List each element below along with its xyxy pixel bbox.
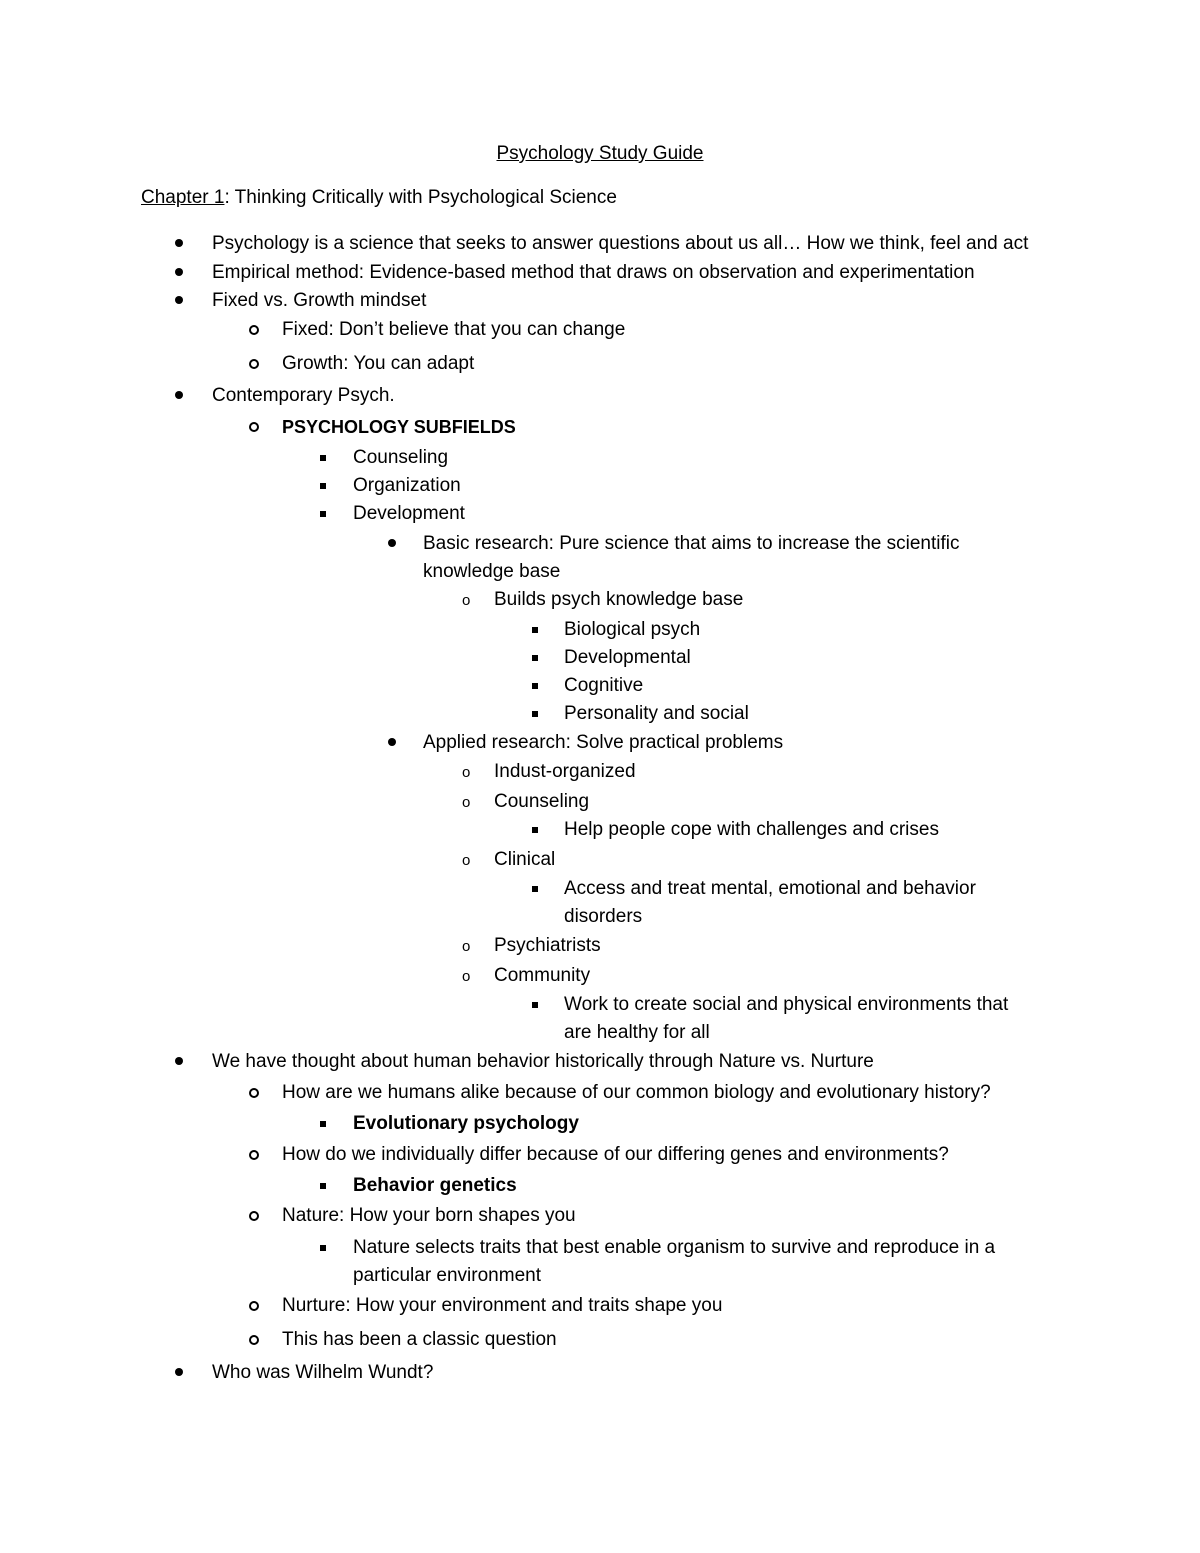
list-item: Help people cope with challenges and crises xyxy=(564,819,939,840)
list-item: Contemporary Psych. xyxy=(212,385,395,406)
list-item: Biological psych xyxy=(564,619,701,640)
bullet-icon xyxy=(175,391,183,399)
square-bullet-icon xyxy=(320,483,326,489)
list-item: Behavior genetics xyxy=(353,1175,517,1196)
list-item: Developmental xyxy=(564,647,691,668)
list-item: How are we humans alike because of our common biology and evolutionary history? xyxy=(282,1082,991,1103)
square-bullet-icon xyxy=(532,711,538,717)
list-item: Cognitive xyxy=(564,675,644,696)
list-item: We have thought about human behavior historically through Nature vs. Nurture xyxy=(212,1051,874,1072)
list-item: Nurture: How your environment and traits shape you xyxy=(282,1295,723,1316)
list-item: Fixed vs. Growth mindset xyxy=(212,290,427,311)
list-item: Psychiatrists xyxy=(494,935,601,956)
ring-bullet-icon xyxy=(249,1211,259,1221)
square-bullet-icon xyxy=(532,827,538,833)
square-bullet-icon xyxy=(320,455,326,461)
bullet-icon xyxy=(388,539,396,547)
bullet-icon xyxy=(175,1057,183,1065)
list-item: How do we individually differ because of our differing genes and environments? xyxy=(282,1144,949,1165)
square-bullet-icon xyxy=(532,886,538,892)
square-bullet-icon xyxy=(532,627,538,633)
list-item-continuation: particular environment xyxy=(353,1265,541,1286)
o-bullet-icon: o xyxy=(462,968,471,985)
list-item: Evolutionary psychology xyxy=(353,1113,579,1134)
square-bullet-icon xyxy=(532,655,538,661)
ring-bullet-icon xyxy=(249,422,259,432)
list-item: Nature: How your born shapes you xyxy=(282,1205,576,1226)
o-bullet-icon: o xyxy=(462,852,471,869)
list-item-continuation: knowledge base xyxy=(423,561,561,582)
list-item: Applied research: Solve practical problems xyxy=(423,732,784,753)
bullet-icon xyxy=(388,738,396,746)
list-item: Development xyxy=(353,503,465,524)
list-item: Growth: You can adapt xyxy=(282,353,475,374)
square-bullet-icon xyxy=(320,1121,326,1127)
list-item: Psychology is a science that seeks to answer questions about us all… How we think, feel and act xyxy=(212,233,1029,254)
ring-bullet-icon xyxy=(249,1088,259,1098)
list-item: Access and treat mental, emotional and behavior xyxy=(564,878,976,899)
list-item-continuation: disorders xyxy=(564,906,643,927)
ring-bullet-icon xyxy=(249,1301,259,1311)
list-item: Indust-organized xyxy=(494,761,636,782)
list-item: Counseling xyxy=(494,791,590,812)
list-item: Clinical xyxy=(494,849,556,870)
bullet-icon xyxy=(175,296,183,304)
list-item: Counseling xyxy=(353,447,449,468)
list-item: Who was Wilhelm Wundt? xyxy=(212,1362,434,1383)
list-item-continuation: are healthy for all xyxy=(564,1022,710,1043)
bullet-icon xyxy=(175,239,183,247)
list-item: PSYCHOLOGY SUBFIELDS xyxy=(282,417,516,437)
ring-bullet-icon xyxy=(249,1335,259,1345)
list-item: Personality and social xyxy=(564,703,749,724)
list-item: Organization xyxy=(353,475,461,496)
chapter-heading xyxy=(141,187,617,209)
square-bullet-icon xyxy=(320,1183,326,1189)
page-title: Psychology Study Guide xyxy=(496,143,704,164)
bullet-icon xyxy=(175,1368,183,1376)
list-item: Empirical method: Evidence-based method that draws on observation and experimentation xyxy=(212,262,975,283)
ring-bullet-icon xyxy=(249,359,259,369)
list-item: Fixed: Don’t believe that you can change xyxy=(282,319,626,340)
square-bullet-icon xyxy=(320,1245,326,1251)
bullet-icon xyxy=(175,268,183,276)
list-item: Nature selects traits that best enable organism to survive and reproduce in a xyxy=(353,1237,996,1258)
chapter-label: Chapter 1 xyxy=(141,187,225,208)
chapter-title: : Thinking Critically with Psychological Science xyxy=(224,187,617,208)
list-item: This has been a classic question xyxy=(282,1329,557,1350)
o-bullet-icon: o xyxy=(462,592,471,609)
list-item: Work to create social and physical environments that xyxy=(564,994,1009,1015)
list-item: Builds psych knowledge base xyxy=(494,589,744,610)
ring-bullet-icon xyxy=(249,1150,259,1160)
ring-bullet-icon xyxy=(249,325,259,335)
square-bullet-icon xyxy=(532,683,538,689)
square-bullet-icon xyxy=(532,1002,538,1008)
list-item: Community xyxy=(494,965,591,986)
list-item: Basic research: Pure science that aims to increase the scientific xyxy=(423,533,960,554)
o-bullet-icon: o xyxy=(462,938,471,955)
o-bullet-icon: o xyxy=(462,794,471,811)
square-bullet-icon xyxy=(320,511,326,517)
o-bullet-icon: o xyxy=(462,764,471,781)
